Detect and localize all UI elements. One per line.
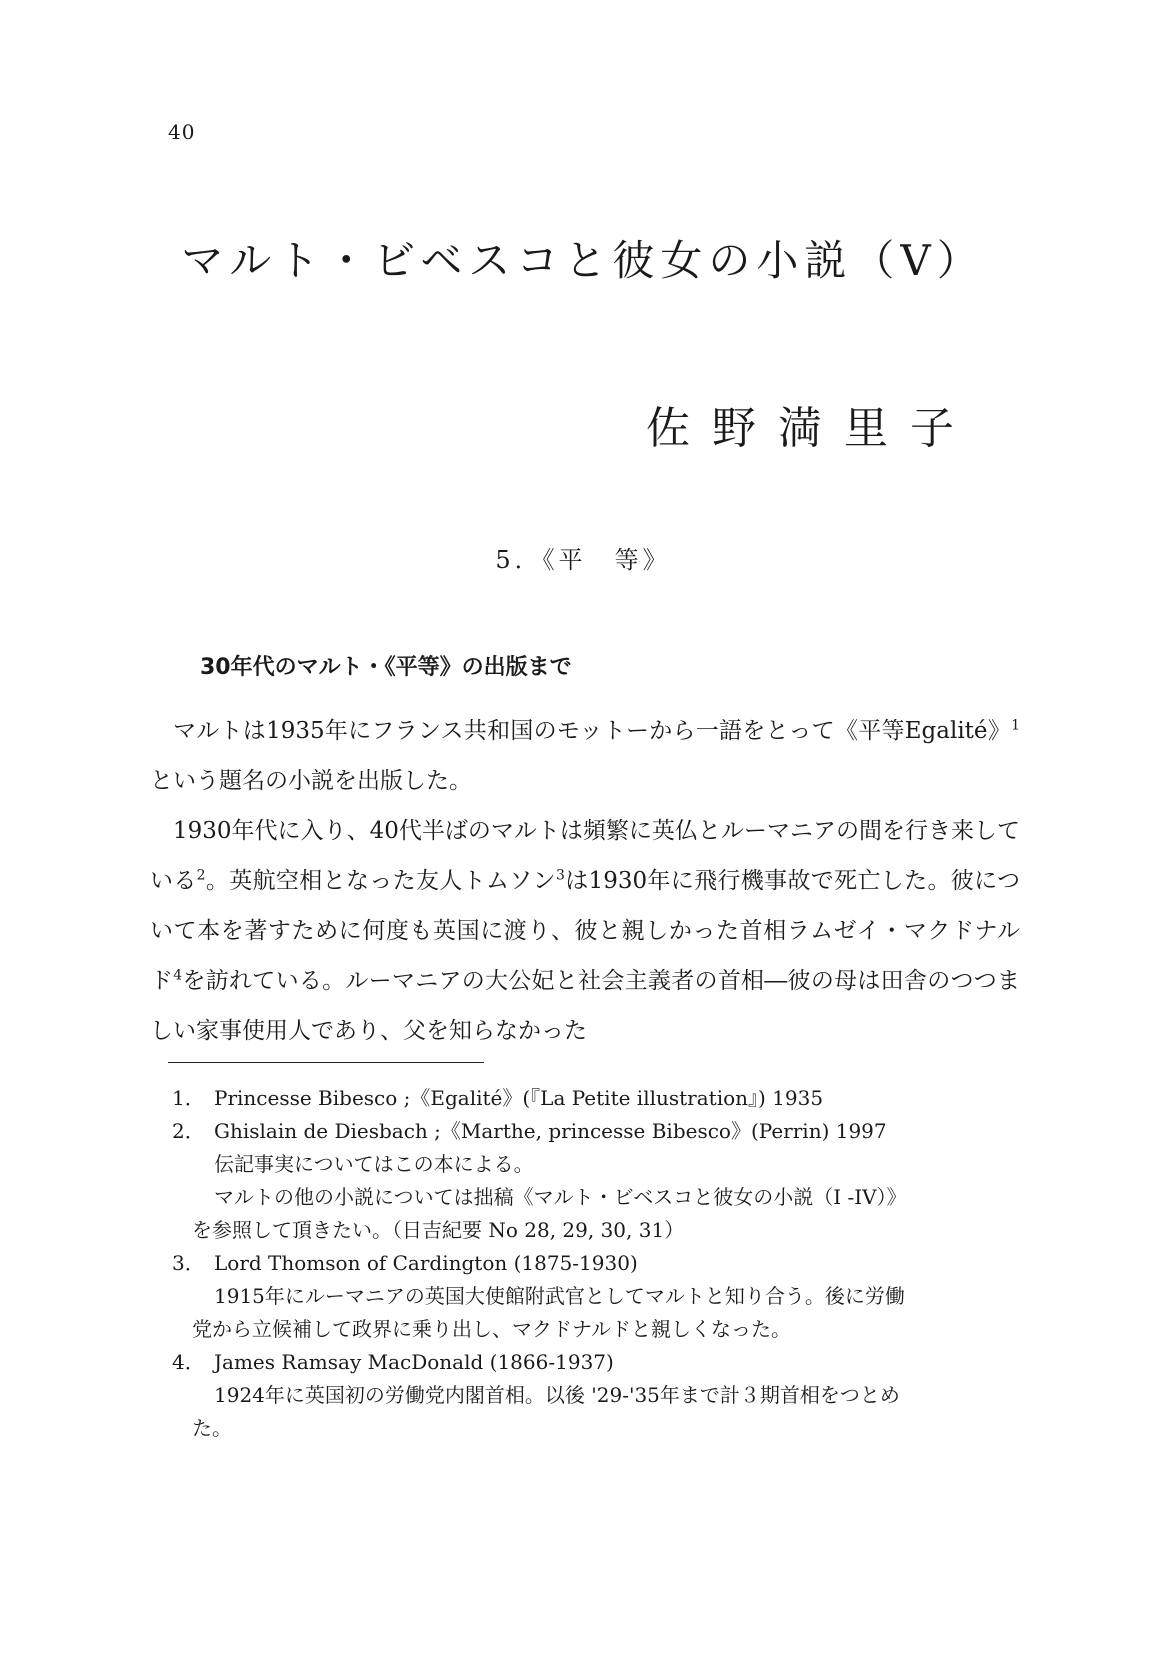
subsection-heading: 30年代のマルト・《平等》の出版まで: [200, 655, 572, 680]
footnote-text: 伝記事実についてはこの本による。: [214, 1152, 534, 1176]
footnote-text: Lord Thomson of Cardington (1875-1930): [214, 1251, 638, 1275]
footnote-text: マルトの他の小説については拙稿《マルト・ビベスコと彼女の小説（I -IV）》: [214, 1185, 907, 1209]
footnote-text: た。: [192, 1416, 232, 1440]
footnote-divider: [168, 1062, 484, 1063]
footnote-3: [172, 1247, 1022, 1346]
page-number: 40: [168, 120, 196, 144]
footnote-text: Ghislain de Diesbach ;《Marthe, princesse Bibesco》(Perrin) 1997: [214, 1119, 887, 1143]
body-paragraph-1: [150, 706, 1020, 806]
footnote-ref-2: 2: [196, 867, 206, 884]
footnote-number: 2．: [172, 1119, 205, 1143]
footnote-2: [172, 1115, 1022, 1247]
footnote-1: [172, 1082, 1022, 1115]
footnote-number: 3．: [172, 1251, 205, 1275]
footnote-ref-3: 3: [555, 867, 565, 884]
footnotes: [172, 1082, 1022, 1445]
body-paragraph-2: [150, 806, 1020, 1056]
footnote-number: 4．: [172, 1350, 205, 1374]
footnote-text: James Ramsay MacDonald (1866-1937): [214, 1350, 614, 1374]
author-name: 佐野満里子: [646, 403, 976, 454]
body-text: 1930年代に入り、40代半ばのマルトは頻繁に英仏とルーマニアの間を行き来している: [150, 818, 1020, 894]
footnote-number: 1．: [172, 1086, 205, 1110]
footnote-4: [172, 1346, 1022, 1445]
body-text: を訪れている。ルーマニアの大公妃と社会主義者の首相―彼の母は田舎のつつましい家事使用人であり、父を知らなかった: [150, 968, 1021, 1044]
footnote-ref-4: 4: [173, 967, 183, 984]
footnote-text: を参照して頂きたい。（日吉紀要 No 28, 29, 30, 31）: [192, 1218, 685, 1242]
body-text: マルトは1935年にフランス共和国のモットーから一語をとって《平等Egalité》: [173, 718, 1012, 744]
footnote-text: 1915年にルーマニアの英国大使館附武官としてマルトと知り合う。後に労働: [214, 1284, 905, 1308]
body-text: 。英航空相となった友人トムソン: [205, 868, 556, 894]
body-text: という題名の小説を出版した。: [150, 768, 472, 794]
paper-title: マルト・ビベスコと彼女の小説（V）: [181, 236, 985, 285]
footnote-text: 1924年に英国初の労働党内閣首相。以後 '29-'35年まで計３期首相をつとめ: [214, 1383, 900, 1407]
body-text: は1930年に飛行機事故で死亡した。彼について本を著すために何度も英国に渡り、彼と親しかった首相ラムゼイ・マクドナルド: [150, 868, 1021, 994]
footnote-ref-1: 1: [1011, 717, 1020, 734]
footnote-text: 党から立候補して政界に乗り出し、マクドナルドと親しくなった。: [192, 1317, 791, 1341]
section-heading: 5．《平 等》: [495, 546, 671, 574]
footnote-text: Princesse Bibesco ;《Egalité》(『La Petite illustration』) 1935: [214, 1086, 824, 1110]
